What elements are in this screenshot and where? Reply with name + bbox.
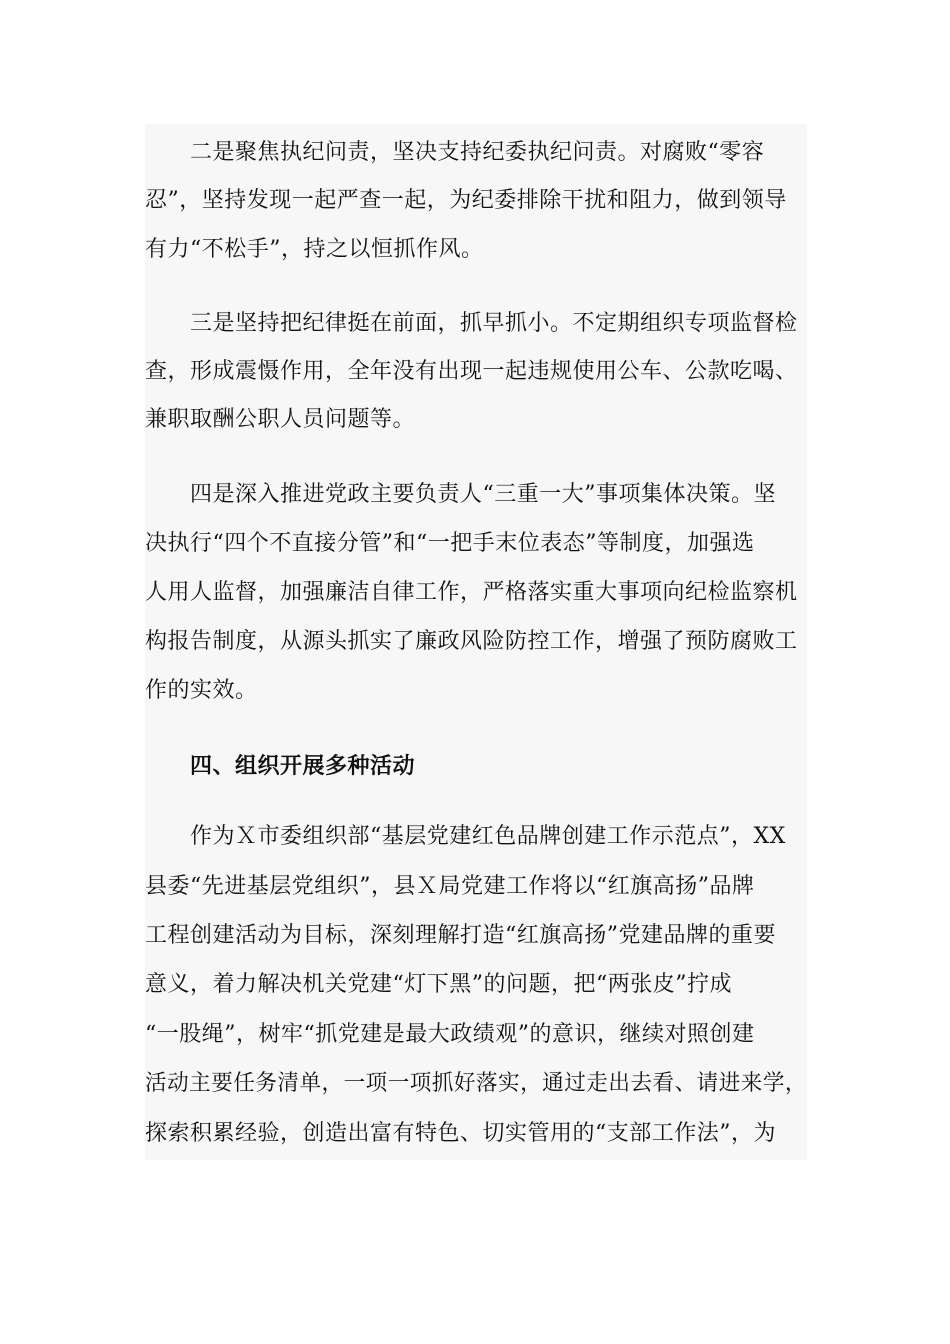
paragraph-line: 构报告制度，从源头抓实了廉政风险防控工作，增强了预防腐败工	[145, 629, 798, 654]
paragraph-line: 二是聚焦执纪问责，坚决支持纪委执纪问责。对腐败“零容	[190, 140, 765, 165]
paragraph-line: 人用人监督，加强廉洁自律工作，严格落实重大事项向纪检监察机	[145, 580, 798, 605]
paragraph-line: 三是坚持把纪律挺在前面，抓早抓小。不定期组织专项监督检	[190, 311, 798, 336]
paragraph-line: 四是深入推进党政主要负责人“三重一大”事项集体决策。坚	[190, 482, 776, 507]
paragraph-line: 作为Ｘ市委组织部“基层党建红色品牌创建工作示范点”，XX	[190, 824, 786, 849]
paragraph-line: 意义，着力解决机关党建“灯下黑”的问题，把“两张皮”拧成	[145, 972, 732, 997]
paragraph-line: 忍”，坚持发现一起严查一起，为纪委排除干扰和阻力，做到领导	[145, 188, 787, 213]
paragraph-line: 探索积累经验，创造出富有特色、切实管用的“支部工作法”，为	[145, 1121, 776, 1146]
paragraph-line: 有力“不松手”，持之以恒抓作风。	[145, 237, 484, 262]
paragraph-line: 工程创建活动为目标，深刻理解打造“红旗高扬”党建品牌的重要	[145, 923, 776, 948]
paragraph-line: 兼职取酬公职人员问题等。	[145, 407, 416, 432]
paragraph-line: 活动主要任务清单，一项一项抓好落实，通过走出去看、请进来学，	[145, 1071, 807, 1096]
paragraph-line: 查，形成震慑作用，全年没有出现一起违规使用公车、公款吃喝、	[145, 359, 798, 384]
paragraph-line: 作的实效。	[145, 678, 258, 703]
paragraph-line: 县委“先进基层党组织”，县Ｘ局党建工作将以“红旗高扬”品牌	[145, 874, 755, 899]
paragraph-line: “一股绳”，树牢“抓党建是最大政绩观”的意识，继续对照创建	[145, 1022, 755, 1047]
paragraph-line: 决执行“四个不直接分管”和“一把手末位表态”等制度，加强选	[145, 531, 755, 556]
section-heading: 四、组织开展多种活动	[190, 753, 416, 779]
